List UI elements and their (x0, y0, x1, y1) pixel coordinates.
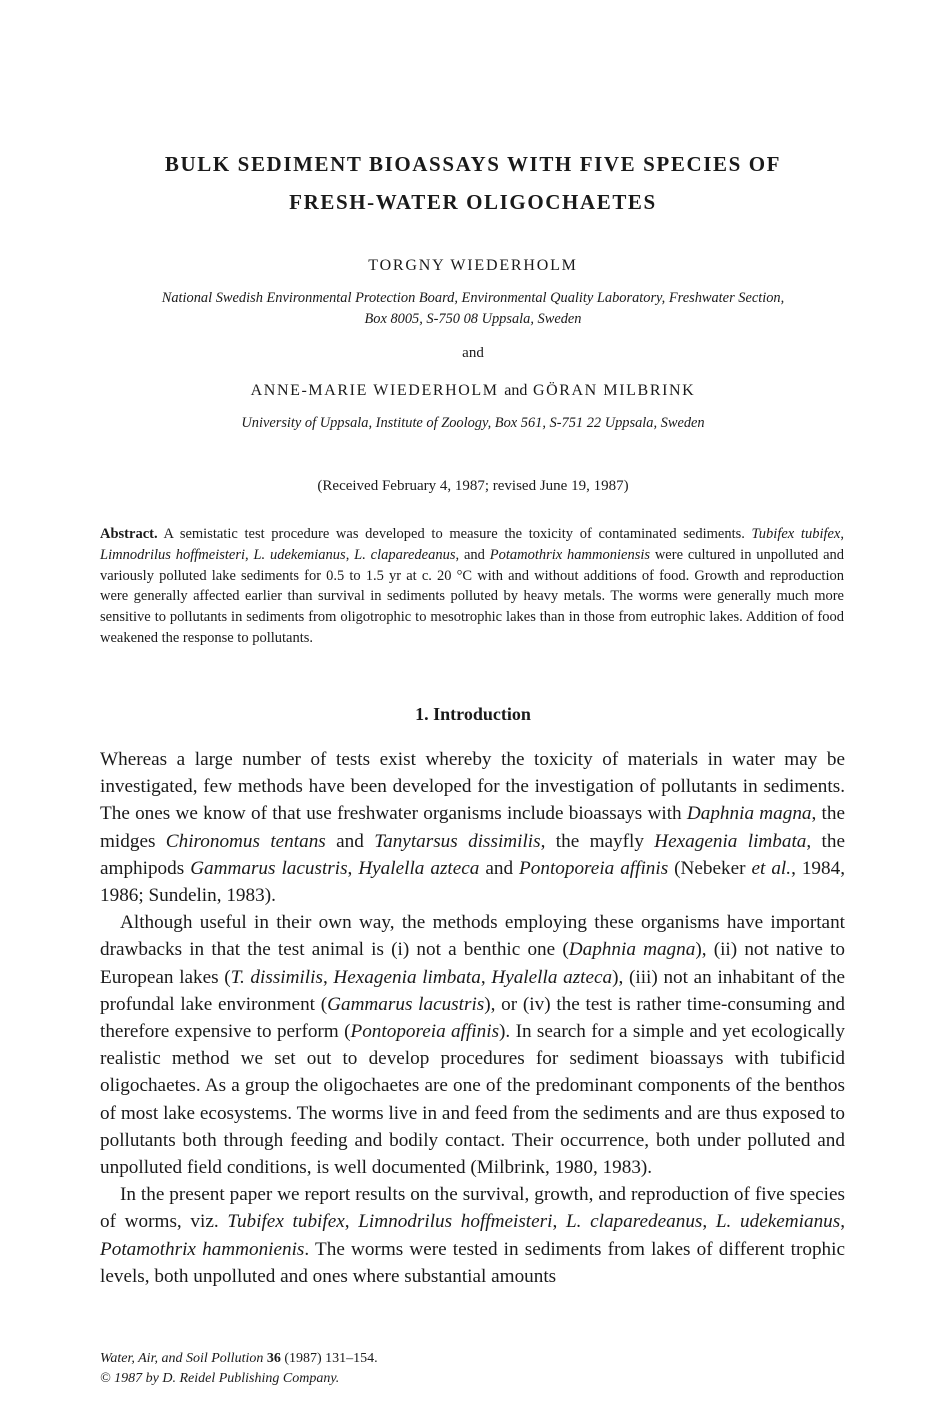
author-separator: and (462, 345, 484, 361)
italic-run: Potamothrix hammonienis (100, 1238, 305, 1260)
text-run: , (480, 966, 492, 988)
species-name: L. udekemianus (253, 546, 346, 563)
paragraph-3 (100, 1181, 845, 1290)
text-run: and (325, 830, 375, 852)
affiliation-1 (90, 288, 856, 330)
text-run: , the mayfly (540, 830, 655, 852)
paper-title (60, 145, 886, 221)
journal-pages: (1987) 131–154. (280, 1351, 378, 1366)
text-run: and (479, 857, 520, 879)
text-run: Whereas a large number of tests exist whereby the toxicity of materials in water may be investigated, few methods have been developed for the investigation of pollutants in sediments. The ones we know of that use freshwater organisms include bioassays with (100, 749, 845, 825)
affiliation-1-line-1: National Swedish Environmental Protection Board, Environmental Quality Laboratory, Freshwater Section, (161, 290, 785, 306)
italic-run: Tanytarsus dissimilis (374, 830, 541, 852)
species-name: Tubifex tubifex (751, 526, 841, 542)
italic-run: Hexagenia limbata (333, 966, 481, 988)
text-run: , the amphipods (100, 830, 845, 879)
text-run: , (840, 1211, 846, 1233)
text-run: Although useful in their own way, the methods employing these organisms have important drawbacks in that the test animal is (i) not a benthic one ( (100, 912, 845, 961)
author-conjunction: and (504, 382, 528, 399)
page-footer (100, 1349, 378, 1389)
text-run: ), (ii) not native to European lakes ( (100, 939, 846, 988)
italic-run: L. udekemianus (715, 1211, 841, 1233)
journal-name: Water, Air, and Soil Pollution (100, 1351, 264, 1366)
author-name-b: GÖRAN MILBRINK (532, 382, 696, 399)
text-run: (Nebeker (668, 857, 752, 879)
affiliation-2: University of Uppsala, Institute of Zoology, Box 561, S-751 22 Uppsala, Sweden (241, 415, 705, 431)
italic-run: Hyalella azteca (358, 857, 480, 879)
text-run: , (702, 1211, 716, 1233)
italic-run: Pontoporeia affinis (350, 1021, 500, 1043)
abstract-text: , (345, 546, 355, 563)
italic-run: Hyalella azteca (491, 966, 613, 988)
text-run: ). In search for a simple and yet ecologically realistic method we set out to develop procedures for sediment bioassays with tubificid oligochaetes. As a group the oligochaetes are one of the predominant components of the benthos of most lake ecosystems. The worms live in and feed from the sediments and are thus exposed to pollutants both through feeding and bodily contact. Their occurrence, both under polluted and unpolluted field conditions, is well documented (Milbrink, 1980, 1983). (100, 1021, 845, 1179)
italic-run: Daphnia magna (686, 803, 812, 825)
species-name: Limnodrilus hoffmeisteri (100, 546, 246, 563)
author-primary: TORGNY WIEDERHOLM (368, 257, 578, 274)
text-run: ), or (iv) the test is rather time-consuming and therefore expensive to perform ( (100, 993, 846, 1043)
text-run: , (322, 966, 334, 988)
journal-citation (100, 1349, 378, 1369)
italic-run: Chironomus tentans (165, 830, 326, 852)
text-run: , (344, 1211, 359, 1233)
author-secondary (60, 382, 886, 400)
species-name: L. claparedeanus (354, 546, 456, 563)
abstract-text: A semistatic test procedure was developed to measure the toxicity of contaminated sediments. (157, 526, 752, 542)
received-dates: (Received February 4, 1987; revised June 19, 1987) (317, 478, 629, 494)
italic-run: Daphnia magna (568, 939, 696, 961)
journal-volume: 36 (266, 1351, 281, 1366)
title-line-1: BULK SEDIMENT BIOASSAYS WITH FIVE SPECIES OF (164, 152, 782, 176)
title-line-2: FRESH-WATER OLIGOCHAETES (289, 190, 657, 214)
abstract (100, 524, 844, 649)
italic-run: Gammarus lacustris (327, 993, 485, 1015)
affiliation-1-line-2: Box 8005, S-750 08 Uppsala, Sweden (364, 311, 582, 327)
italic-run: et al. (751, 857, 792, 879)
italic-run: Limnodrilus hoffmeisteri (358, 1211, 553, 1233)
abstract-text: were cultured in unpolluted and variously polluted lake sediments for 0.5 to 1.5 yr at c. 20 °C with and without additions of food. Growth and reproduction were generally affected earlier than survival in sediments polluted by heavy metals. The worms were generally much more sensitive to pollutants in sediments from oligotrophic to mesotrophic lakes than in those from eutrophic lakes. Addition of food weakened the response to pollutants. (100, 546, 845, 646)
copyright-notice: © 1987 by D. Reidel Publishing Company. (100, 1371, 340, 1386)
text-run: . The worms were tested in sediments from lakes of different trophic levels, both unpolluted and ones where substantial amounts (100, 1238, 845, 1287)
journal-volume-pages (267, 1351, 378, 1366)
paragraph-1 (100, 746, 845, 909)
section-heading-introduction: 1. Introduction (415, 704, 531, 724)
paragraph-2 (100, 909, 845, 1181)
italic-run: Tubifex tubifex (227, 1211, 345, 1233)
text-run: , the midges (100, 803, 845, 852)
text-run: ), (iii) not an inhabitant of the profundal lake environment ( (100, 966, 845, 1015)
abstract-label: Abstract. (100, 526, 158, 542)
abstract-text: , (840, 526, 844, 542)
abstract-text: , (245, 546, 254, 563)
introduction-body (100, 746, 845, 1290)
italic-run: Hexagenia limbata (654, 830, 807, 852)
text-run: , 1984, 1986; Sundelin, 1983). (100, 857, 845, 907)
author-name-a: ANNE-MARIE WIEDERHOLM (250, 382, 499, 399)
italic-run: Pontoporeia affinis (519, 857, 669, 879)
italic-run: L. claparedeanus (565, 1211, 703, 1233)
text-run: , (347, 857, 359, 879)
text-run: In the present paper we report results on the survival, growth, and reproduction of five species of worms, viz. (100, 1184, 845, 1233)
italic-run: T. dissimilis (230, 966, 323, 988)
abstract-text: , and (455, 546, 490, 563)
italic-run: Gammarus lacustris (190, 857, 348, 879)
species-name: Potamothrix hammoniensis (489, 546, 651, 563)
text-run: , (552, 1211, 566, 1233)
